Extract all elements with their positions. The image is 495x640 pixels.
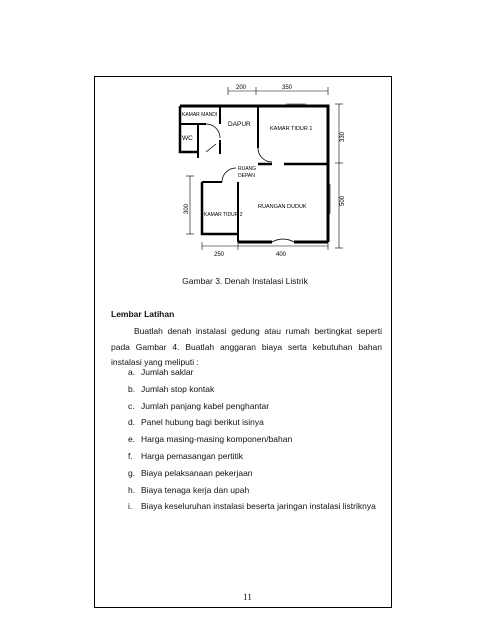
list-item (128, 431, 376, 448)
list-item (128, 448, 376, 465)
list-item (128, 398, 376, 415)
label-ruang-depan-1: RUANG (238, 166, 257, 172)
dim-left: 300 (184, 203, 190, 214)
list-item (128, 414, 376, 431)
list-item (128, 465, 376, 482)
dim-top-left: 200 (236, 85, 247, 91)
list-item (128, 482, 376, 499)
label-ruangan-duduk: RUANGAN DUDUK (258, 204, 307, 210)
requirements-list (128, 364, 376, 515)
list-text: Jumlah panjang kabel penghantar (141, 400, 270, 411)
list-marker: e. (128, 434, 136, 445)
floor-plan-drawing (176, 84, 352, 260)
list-text: Biaya keseluruhan instalasi beserta jaringan instalasi listriknya (141, 501, 376, 512)
list-marker: h. (128, 484, 136, 495)
section-heading: Lembar Latihan (111, 309, 175, 319)
list-marker: i. (128, 501, 133, 512)
list-text: Harga masing-masing komponen/bahan (141, 434, 293, 445)
label-kamar-tidur-2: KAMAR TIDUR 2 (204, 212, 243, 218)
list-text: Jumlah stop kontak (141, 383, 215, 394)
list-text: Jumlah saklar (141, 367, 194, 377)
list-marker: c. (128, 400, 135, 411)
list-marker: a. (128, 367, 136, 377)
list-item (128, 381, 376, 398)
paragraph-text: Buatlah denah instalasi gedung atau rumah bertingkat seperti pada Gambar 4. Buatlah anggaran biaya serta kebutuhan bahan instalasi yang meliputi : (111, 326, 382, 367)
list-text: Panel hubung bagi berikut isinya (141, 417, 264, 428)
list-item (128, 498, 376, 515)
figure-caption: Gambar 3. Denah Instalasi Listrik (182, 276, 308, 286)
list-text: Harga pemasangan pertitik (141, 450, 244, 461)
dim-top-right: 350 (282, 85, 293, 91)
dim-right-lower: 500 (340, 195, 346, 206)
dim-bottom-left: 250 (214, 252, 225, 258)
dim-right-upper: 330 (340, 131, 346, 142)
label-kamar-mandi: KAMAR MANDI (182, 112, 218, 118)
label-wc: WC (182, 135, 193, 142)
label-ruang-depan-2: DEPAN (238, 173, 255, 179)
list-marker: b. (128, 383, 136, 394)
list-text: Biaya tenaga kerja dan upah (141, 484, 250, 495)
list-marker: d. (128, 417, 136, 428)
page-number: 11 (243, 592, 252, 602)
list-text: Biaya pelaksanaan pekerjaan (141, 467, 253, 478)
list-item (128, 364, 376, 381)
label-kamar-tidur-1: KAMAR TIDUR 1 (270, 126, 313, 132)
list-marker: g. (128, 467, 136, 478)
label-dapur: DAPUR (228, 121, 251, 128)
dim-bottom-right: 400 (276, 252, 287, 258)
list-marker: f. (128, 450, 133, 461)
